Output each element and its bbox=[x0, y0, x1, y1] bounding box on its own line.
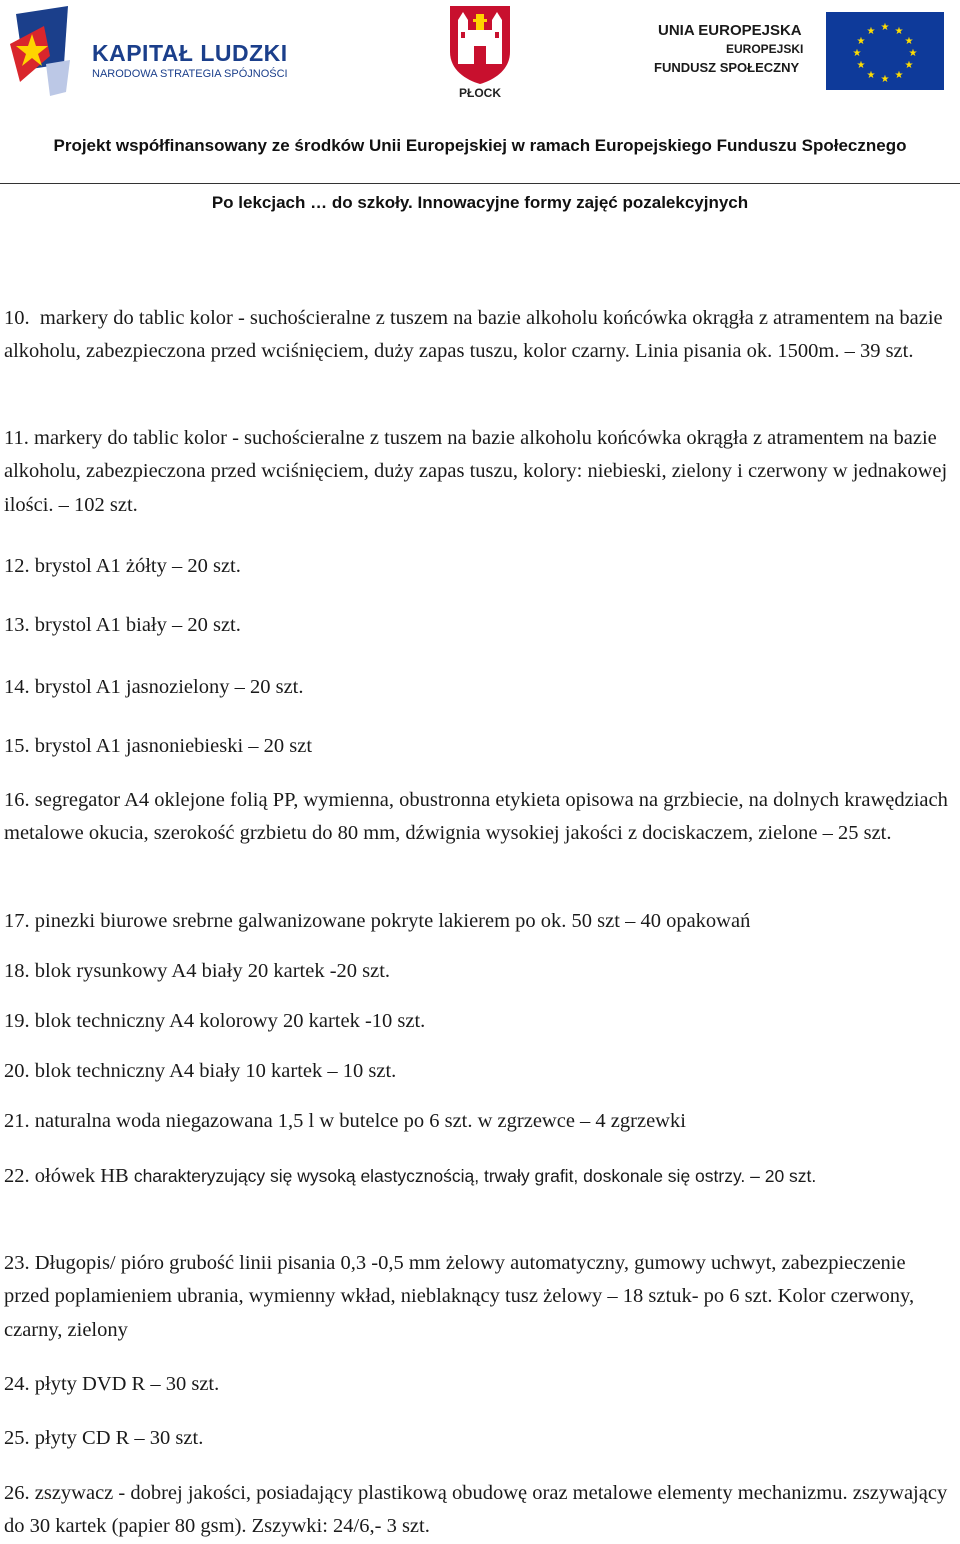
item-number: 14. bbox=[4, 676, 30, 698]
svg-text:★: ★ bbox=[904, 60, 914, 71]
item-text: zszywacz - dobrej jakości, posiadający plastikową obudowę oraz metalowe elementy mechanizmu. zszywający do 30 kartek (papier 80 gsm). Zszywki: 24/6,- 3 szt. bbox=[4, 1482, 948, 1538]
kapital-title: KAPITAŁ LUDZKI bbox=[92, 40, 288, 66]
item-number: 21. bbox=[4, 1110, 30, 1132]
item-number: 23. bbox=[4, 1252, 30, 1274]
header-divider bbox=[0, 183, 960, 184]
list-item bbox=[4, 905, 950, 938]
kapital-ludzki-logo bbox=[6, 4, 306, 100]
item-number: 20. bbox=[4, 1060, 30, 1082]
svg-text:★: ★ bbox=[908, 48, 918, 59]
item-number: 25. bbox=[4, 1427, 30, 1449]
svg-text:★: ★ bbox=[866, 70, 876, 81]
svg-text:★: ★ bbox=[880, 74, 890, 85]
eu-title: UNIA EUROPEJSKA bbox=[658, 22, 802, 39]
item-number: 17. bbox=[4, 910, 30, 932]
item-text: płyty CD R – 30 szt. bbox=[34, 1427, 204, 1449]
item-number: 26. bbox=[4, 1482, 30, 1504]
item-text: blok techniczny A4 biały 10 kartek – 10 szt. bbox=[34, 1060, 397, 1082]
svg-text:★: ★ bbox=[880, 22, 890, 33]
svg-text:★: ★ bbox=[866, 26, 876, 37]
header-logos bbox=[0, 0, 960, 110]
list-item bbox=[4, 1477, 950, 1544]
list-item bbox=[4, 1247, 950, 1347]
plock-coat-of-arms bbox=[444, 2, 516, 102]
list-item bbox=[4, 1160, 950, 1193]
item-text: naturalna woda niegazowana 1,5 l w butelce po 6 szt. w zgrzewce – 4 zgrzewki bbox=[34, 1110, 686, 1132]
program-title: Po lekcjach … do szkoły. Innowacyjne formy zajęć pozalekcyjnych bbox=[211, 193, 749, 212]
svg-text:★: ★ bbox=[852, 48, 862, 59]
list-item bbox=[4, 955, 950, 988]
kapital-subtitle: NARODOWA STRATEGIA SPÓJNOŚCI bbox=[92, 68, 288, 80]
item-text: markery do tablic kolor - suchościeralne z tuszem na bazie alkoholu końcówka okrągła z atramentem na bazie alkoholu, zabezpieczona przed wciśnięciem, duży zapas tuszu, kolor czarny. Linia pisania ok. 1500m. – 39 szt. bbox=[4, 307, 943, 363]
svg-text:★: ★ bbox=[894, 26, 904, 37]
item-text: brystol A1 jasnozielony – 20 szt. bbox=[34, 676, 304, 698]
item-number: 22. bbox=[4, 1165, 30, 1187]
item-number: 19. bbox=[4, 1010, 30, 1032]
item-text: Długopis/ pióro grubość linii pisania 0,3 -0,5 mm żelowy automatyczny, gumowy uchwyt, zabezpieczenie przed poplamieniem ubrania, wymienny wkład, nieblaknący tusz żelowy – 18 sztuk- po 6 szt. Kolor czerwony, czarny, zielony bbox=[4, 1252, 915, 1341]
list-item bbox=[4, 422, 950, 522]
kapital-ludzki-emblem-icon bbox=[6, 4, 86, 100]
item-number: 10. bbox=[4, 307, 30, 329]
item-text: pinezki biurowe srebrne galwanizowane pokryte lakierem po ok. 50 szt – 40 opakowań bbox=[34, 910, 751, 932]
list-item bbox=[4, 671, 950, 704]
item-text: brystol A1 jasnoniebieski – 20 szt bbox=[34, 735, 313, 757]
eu-line2: EUROPEJSKI bbox=[726, 42, 804, 56]
item-number: 16. bbox=[4, 789, 30, 811]
plock-label: PŁOCK bbox=[459, 86, 501, 100]
item-text: blok techniczny A4 kolorowy 20 kartek -10 szt. bbox=[34, 1010, 426, 1032]
list-item bbox=[4, 784, 950, 851]
svg-text:★: ★ bbox=[894, 70, 904, 81]
item-text: markery do tablic kolor - suchościeralne z tuszem na bazie alkoholu końcówka okrągła z atramentem na bazie alkoholu, zabezpieczona przed wciśnięciem, duży zapas tuszu, kolory: niebieski, zielony i czerwony w jednakowej ilości. – 102 szt. bbox=[4, 427, 948, 516]
list-item bbox=[4, 1055, 950, 1088]
item-text: płyty DVD R – 30 szt. bbox=[34, 1373, 220, 1395]
list-item bbox=[4, 609, 950, 642]
list-item bbox=[4, 1005, 950, 1038]
list-item bbox=[4, 1105, 950, 1138]
item-number: 15. bbox=[4, 735, 30, 757]
list-item bbox=[4, 730, 950, 763]
project-cofinancing-line: Projekt współfinansowany ze środków Unii Europejskiej w ramach Europejskiego Funduszu Społecznego bbox=[53, 136, 907, 155]
item-text: segregator A4 oklejone folią PP, wymienna, obustronna etykieta opisowa na grzbiecie, na dolnych krawędziach metalowe okucia, szerokość grzbietu do 80 mm, dźwignia wysokiej jakości z dociskaczem, zielone – 25 szt. bbox=[4, 789, 948, 845]
list-item bbox=[4, 302, 950, 369]
item-text: brystol A1 żółty – 20 szt. bbox=[34, 555, 241, 577]
item-text-detail: charakteryzujący się wysoką elastycznością, trwały grafit, doskonale się ostrzy. – 20 szt. bbox=[133, 1166, 817, 1186]
item-text-main: ołówek HB bbox=[34, 1165, 129, 1187]
eu-flag-icon bbox=[826, 12, 944, 90]
svg-text:★: ★ bbox=[856, 36, 866, 47]
item-number: 18. bbox=[4, 960, 30, 982]
item-text: brystol A1 biały – 20 szt. bbox=[34, 614, 241, 636]
list-item bbox=[4, 1422, 950, 1455]
item-number: 24. bbox=[4, 1373, 30, 1395]
list-item bbox=[4, 550, 950, 583]
eu-logo bbox=[650, 12, 950, 92]
plock-shield-icon bbox=[444, 2, 516, 86]
item-text: blok rysunkowy A4 biały 20 kartek -20 szt. bbox=[34, 960, 391, 982]
item-number: 11. bbox=[4, 427, 29, 449]
item-number: 13. bbox=[4, 614, 30, 636]
item-number: 12. bbox=[4, 555, 30, 577]
svg-text:★: ★ bbox=[856, 60, 866, 71]
list-item bbox=[4, 1368, 950, 1401]
eu-line3: FUNDUSZ SPOŁECZNY bbox=[654, 60, 800, 75]
svg-text:★: ★ bbox=[904, 36, 914, 47]
